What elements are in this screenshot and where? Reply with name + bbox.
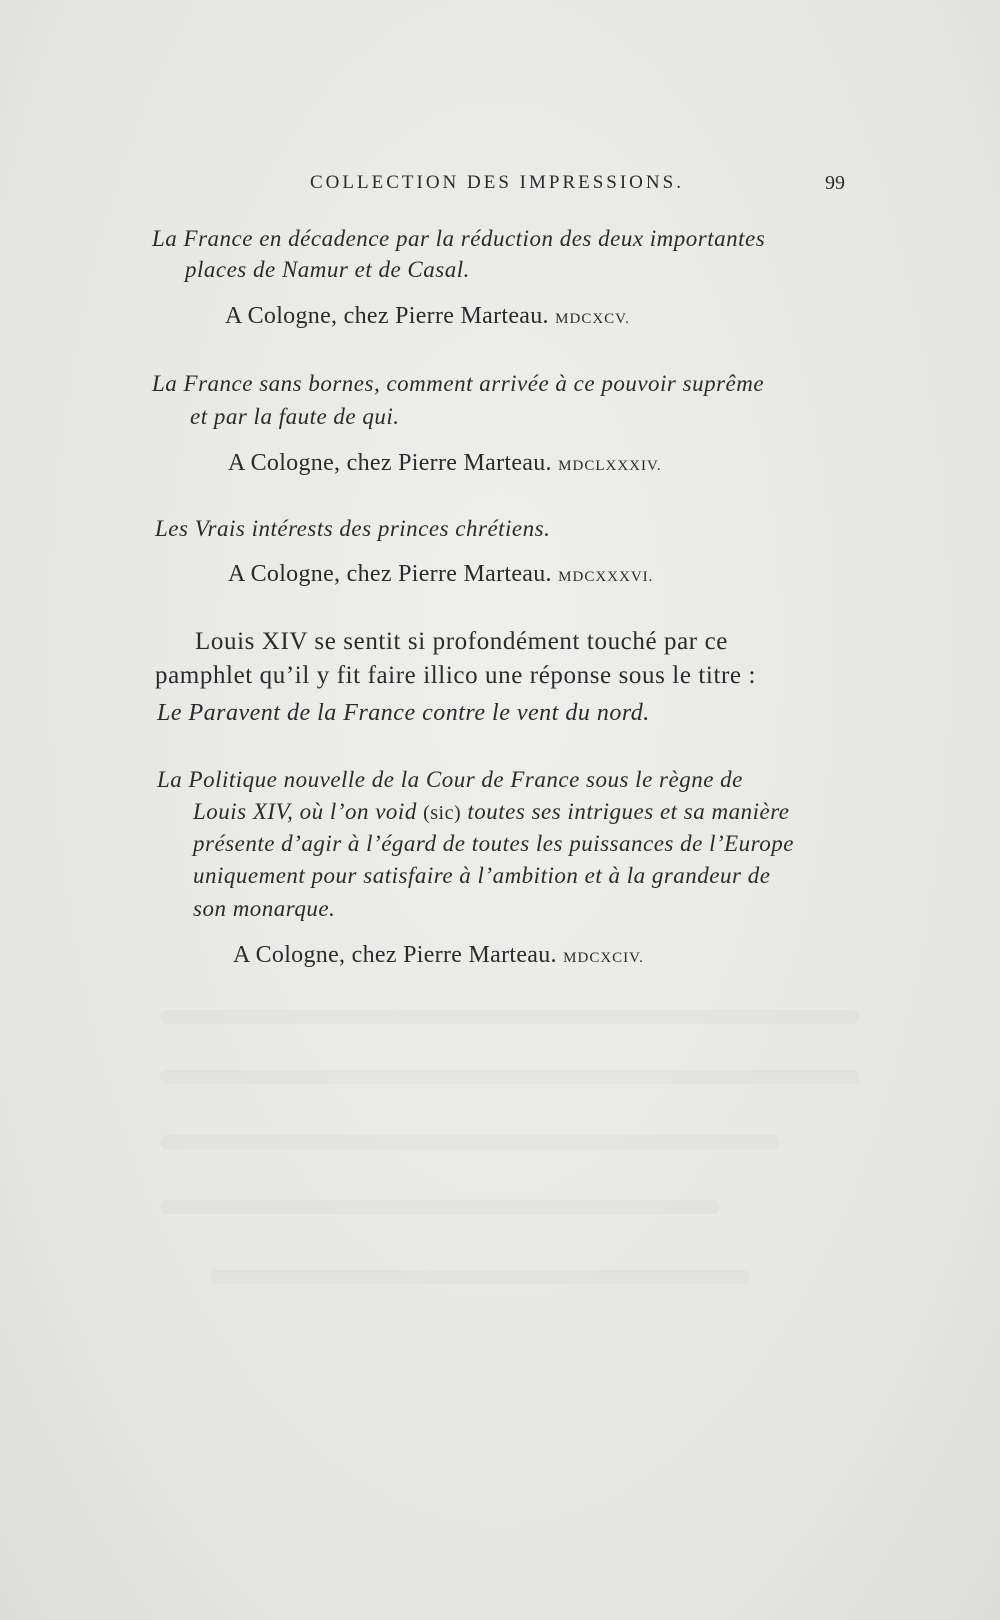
imprint-date: MDCXXXVI. xyxy=(558,569,654,585)
show-through-line xyxy=(160,1070,860,1084)
entry-4-title-line-2 xyxy=(193,799,790,825)
entry-3-imprint xyxy=(228,561,653,588)
show-through-line xyxy=(160,1135,780,1149)
entry-4-imprint xyxy=(233,942,644,969)
imprint-date: MDCLXXXIV. xyxy=(558,458,662,474)
imprint-date: MDCXCV. xyxy=(555,311,630,327)
paragraph-title: Le Paravent de la France contre le vent du nord. xyxy=(157,700,650,726)
entry-4-title-line-1: La Politique nouvelle de la Cour de France sous le règne de xyxy=(157,767,743,792)
entry-1-title-line-2: places de Namur et de Casal. xyxy=(185,257,470,282)
entry-3-title-line-1: Les Vrais intérests des princes chrétiens. xyxy=(155,516,551,541)
entry-2-imprint xyxy=(228,450,662,477)
show-through-line xyxy=(160,1010,860,1024)
paragraph-line-2: pamphlet qu’il y fit faire illico une réponse sous le titre : xyxy=(155,662,757,689)
paragraph-line-1: Louis XIV se sentit si profondément touché par ce xyxy=(195,628,728,655)
imprint-text: A Cologne, chez Pierre Marteau. xyxy=(233,942,557,968)
imprint-date: MDCXCIV. xyxy=(563,950,644,966)
entry-1-title-line-1: La France en décadence par la réduction des deux importantes xyxy=(152,226,766,251)
title-part: toutes ses intrigues et sa manière xyxy=(467,799,790,824)
imprint-text: A Cologne, chez Pierre Marteau. xyxy=(225,303,549,329)
entry-2-title-line-2: et par la faute de qui. xyxy=(190,404,400,429)
entry-4-title-line-3: présente d’agir à l’égard de toutes les puissances de l’Europe xyxy=(193,831,794,856)
entry-4-title-line-4: uniquement pour satisfaire à l’ambition et à la grandeur de xyxy=(193,863,771,888)
show-through-line xyxy=(160,1200,720,1214)
entry-2-title-line-1: La France sans bornes, comment arrivée à ce pouvoir suprême xyxy=(152,371,765,396)
show-through-line xyxy=(210,1270,750,1284)
entry-4-title-line-5: son monarque. xyxy=(193,896,336,921)
imprint-text: A Cologne, chez Pierre Marteau. xyxy=(228,561,552,587)
page-number: 99 xyxy=(825,172,845,194)
title-part: Louis XIV, où l’on void xyxy=(193,799,417,824)
entry-1-imprint xyxy=(225,303,630,330)
running-title: COLLECTION DES IMPRESSIONS. xyxy=(310,172,684,193)
imprint-text: A Cologne, chez Pierre Marteau. xyxy=(228,450,552,476)
sic-note: (sic) xyxy=(423,802,462,824)
